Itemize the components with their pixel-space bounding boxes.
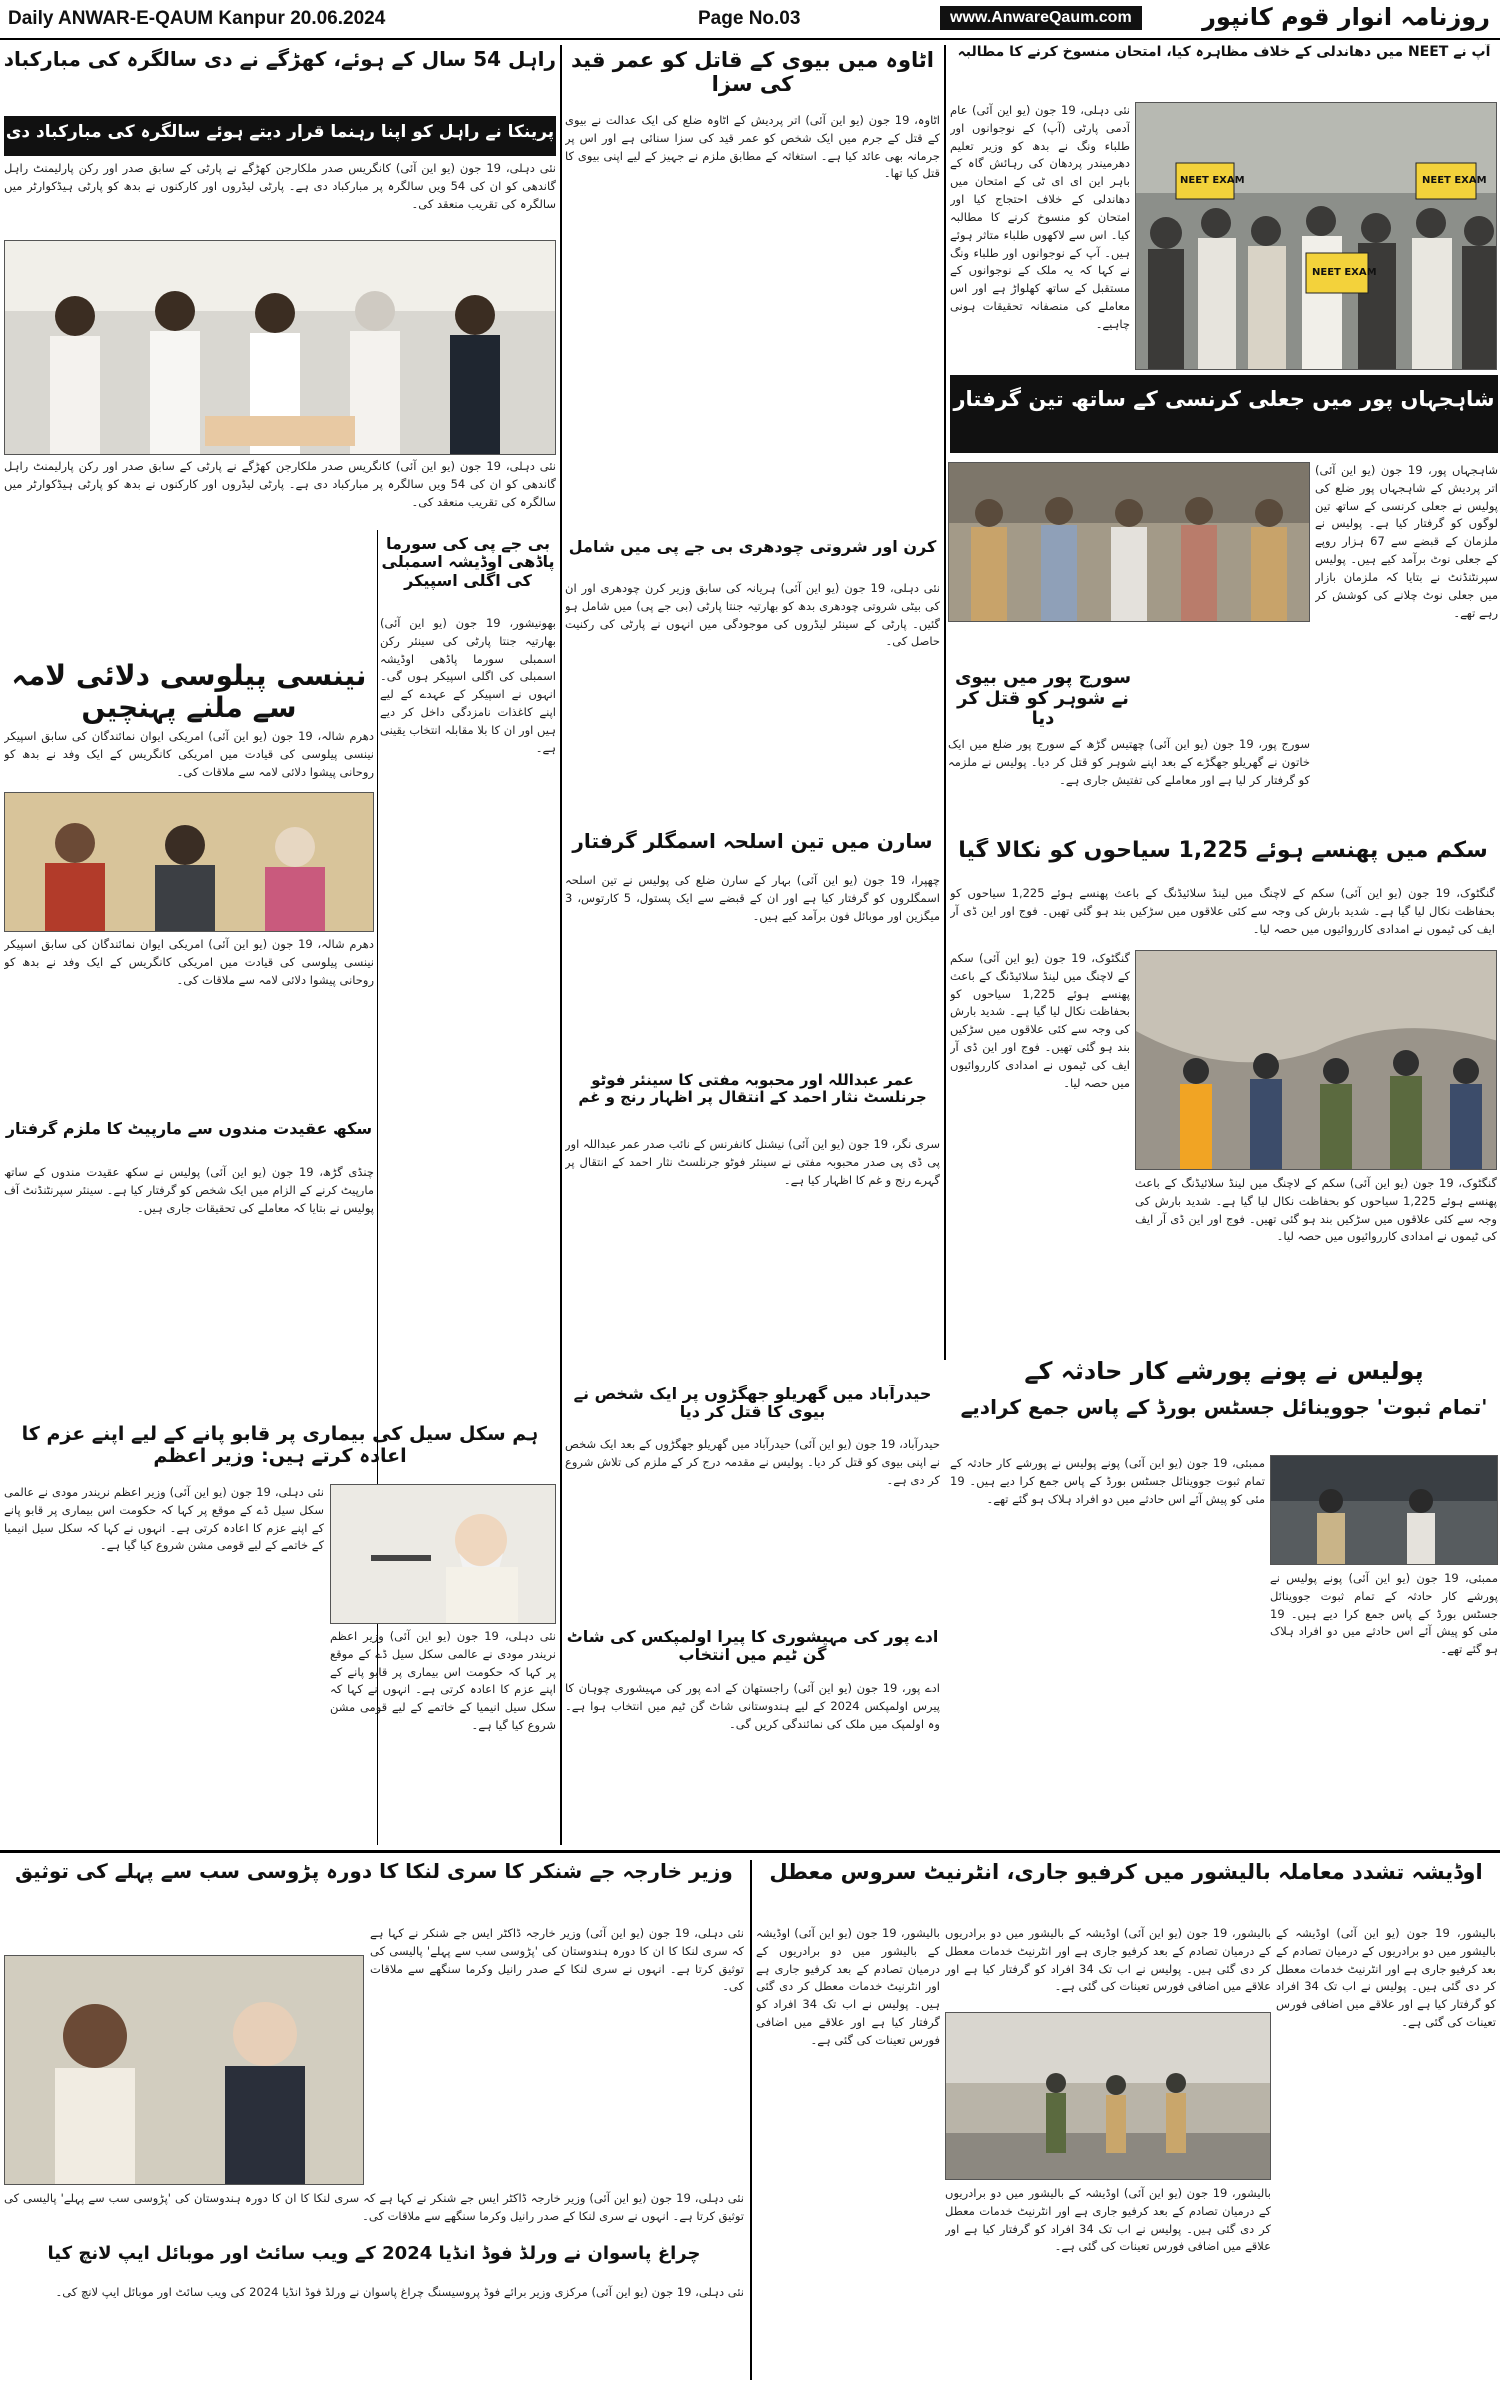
nisar-headline: عمر عبداللہ اور محبوبہ مفتی کا سینئر فوٹو جرنلسٹ نثار احمد کے انتقال پر اظہار رنج و غم: [578, 1072, 927, 1107]
hyderabad-body: حیدرآباد، 19 جون (یو این آئی) حیدرآباد میں گھریلو جھگڑوں کے بعد ایک شخص نے اپنی بیوی کو قتل کر دیا۔ پولیس نے مقدمہ درج کر کے ملزم کی تلاش شروع کر دی ہے۔: [565, 1437, 940, 1487]
modi-photo: [330, 1484, 556, 1624]
neet-headline: آپ نے NEET میں دھاندلی کے خلاف مظاہرہ کیا، امتحان منسوخ کرنے کا مطالبہ: [957, 44, 1491, 60]
pelosi-dalai-lama-photo: [4, 792, 374, 932]
masthead: [0, 0, 1500, 40]
udaipur-headline: ادے پور کی مہیشوری کا پیرا اولمپکس کی شاٹ گن ٹیم میں انتخاب: [566, 1628, 939, 1665]
sickle-body: نئی دہلی، 19 جون (یو این آئی) وزیر اعظم نریندر مودی نے عالمی سکل سیل ڈے کے موقع پر کہا کہ حکومت اس بیماری پر قابو پانے کے اپنے عزم کا اعادہ کرتی ہے۔ انہوں نے کہا کہ سکل سیل انیمیا کے خاتمے کے لیے قومی مشن شروع کیا گیا ہے۔: [4, 1485, 324, 1553]
udaipur-body: ادے پور، 19 جون (یو این آئی) راجستھان کے ادے پور کی مہیشوری چوہان کا پیرس اولمپکس 2024 کے لیے ہندوستانی شاٹ گن ٹیم میں انتخاب ہوا ہے۔ وہ اولمپک میں ملک کی نمائندگی کریں گی۔: [565, 1681, 940, 1731]
masthead-page-number: Page No.03: [698, 8, 801, 29]
balasore-body-bottom: بالیشور، 19 جون (یو این آئی) اوڈیشہ کے بالیشور میں دو برادریوں کے درمیان تصادم کے بعد کرفیو جاری ہے اور انٹرنیٹ خدمات معطل کر دی گئی ہیں۔ پولیس نے اب تک 34 افراد کو گرفتار کیا ہے اور علاقے میں اضافی فورس تعینات کی گئی ہے۔: [945, 2186, 1271, 2254]
sickle-body-bottom: نئی دہلی، 19 جون (یو این آئی) وزیر اعظم نریندر مودی نے عالمی سکل سیل ڈے کے موقع پر کہا کہ حکومت اس بیماری پر قابو پانے کے اپنے عزم کا اعادہ کرتی ہے۔ انہوں نے کہا کہ سکل سیل انیمیا کے خاتمے کے لیے قومی مشن شروع کیا گیا ہے۔: [330, 1629, 556, 1733]
pune-headline: 'تمام ثبوت' جووینائل جسٹس بورڈ کے پاس جمع کرادیے: [960, 1396, 1488, 1419]
masthead-website-link[interactable]: www.AnwareQaum.com: [940, 6, 1142, 30]
sikkim-body-bottom: گنگٹوک، 19 جون (یو این آئی) سکم کے لاچنگ میں لینڈ سلائیڈنگ کے باعث پھنسے ہوئے 1,225 سیاحوں کو بحفاظت نکال لیا گیا ہے۔ شدید بارش کی وجہ سے کئی علاقوں میں سڑکیں بند ہو گئی تھیں۔ فوج اور این ڈی آر ایف کی ٹیموں نے امدادی کارروائیوں میں حصہ لیا۔: [1135, 1176, 1497, 1244]
chirag-headline: چراغ پاسوان نے ورلڈ فوڈ انڈیا 2024 کے ویب سائٹ اور موبائل ایپ لانچ کیا: [47, 2244, 701, 2264]
nisar-body: سری نگر، 19 جون (یو این آئی) نیشنل کانفرنس کے نائب صدر عمر عبداللہ اور پی ڈی پی صدر محبوبہ مفتی نے سینئر فوٹو جرنلسٹ نثار احمد کے انتقال پر گہرے رنج و غم کا اظہار کیا ہے۔: [565, 1137, 940, 1187]
rahul-body: نئی دہلی، 19 جون (یو این آئی) کانگریس صدر ملکارجن کھڑگے نے پارٹی کے سابق صدر اور رکن پارلیمنٹ راہل گاندھی کو ان کی 54 ویں سالگرہ پر مبارکباد دی ہے۔ پارٹی لیڈروں اور کارکنوں نے بدھ کو پارٹی ہیڈکوارٹر میں سالگرہ کی تقریب منعقد کی۔: [4, 161, 556, 211]
pelosi-body-bottom: دھرم شالہ، 19 جون (یو این آئی) امریکی ایوان نمائندگان کی سابق اسپیکر نینسی پیلوسی کی قیادت میں امریکی کانگریس کے ایک وفد نے بدھ کو روحانی پیشوا دلائی لامہ سے ملاقات کی۔: [4, 937, 374, 987]
etawah-body: اٹاوہ، 19 جون (یو این آئی) اتر پردیش کے اٹاوہ ضلع کی ایک عدالت نے بیوی کے قتل کے جرم میں ایک شخص کو عمر قید کی سزا سنائی ہے اور اس پر جرمانہ بھی عائد کیا ہے۔ استغاثہ کے مطابق ملزم نے جہیز کے لیے اپنی بیوی کا قتل کیا تھا۔: [565, 113, 940, 181]
sikh-body: چنڈی گڑھ، 19 جون (یو این آئی) پولیس نے سکھ عقیدت مندوں کے ساتھ مارپیٹ کرنے کے الزام میں ایک شخص کو گرفتار کیا ہے۔ سینئر سپرنٹنڈنٹ آف پولیس نے بتایا کہ معاملے کی تحقیقات جاری ہیں۔: [4, 1165, 374, 1215]
protest-sign: NEET EXAM: [1422, 175, 1487, 186]
odisha-speaker-body: بھونیشور، 19 جون (یو این آئی) بھارتیہ جنتا پارٹی کی سینئر رکن اسمبلی سورما پاڈھی اوڈیشہ اسمبلی کی اگلی اسپیکر ہوں گی۔ انہوں نے اسپیکر کے عہدے کے لیے اپنے کاغذات نامزدگی داخل کر دیے ہیں اور ان کا بلا مقابلہ انتخاب یقینی ہے۔: [380, 616, 556, 755]
balasore-headline: اوڈیشہ تشدد معاملہ بالیشور میں کرفیو جاری، انٹرنیٹ سروس معطل: [769, 1860, 1483, 1884]
pune-kicker: پولیس نے پونے پورشے کار حادثہ کے: [1024, 1358, 1424, 1385]
etawah-headline: اٹاوہ میں بیوی کے قاتل کو عمر قید کی سزا: [571, 48, 934, 97]
hyderabad-headline: حیدرآباد میں گھریلو جھگڑوں پر ایک شخص نے بیوی کا قتل کر دیا: [573, 1385, 932, 1422]
column-rule: [560, 45, 562, 1845]
rahul-headline: راہل 54 سال کے ہوئے، کھڑگے نے دی سالگرہ کی مبارکباد: [4, 48, 556, 71]
neet-protest-photo: [1135, 102, 1497, 370]
karan-body: نئی دہلی، 19 جون (یو این آئی) ہریانہ کی سابق وزیر کرن چودھری اور ان کی بیٹی شروتی چودھری بدھ کو بھارتیہ جنتا پارٹی (بی جے پی) میں شامل ہو گئیں۔ پارٹی کے سینئر لیڈروں کی موجودگی میں انہوں نے پارٹی کی رکنیت حاصل کی۔: [565, 581, 940, 649]
balasore-body-left: بالیشور، 19 جون (یو این آئی) اوڈیشہ کے بالیشور میں دو برادریوں کے درمیان تصادم کے بعد کرفیو جاری ہے اور انٹرنیٹ خدمات معطل کر دی گئی ہیں۔ پولیس نے اب تک 34 افراد کو گرفتار کیا ہے اور علاقے میں اضافی فورس تعینات کی گئی ہے۔: [756, 1926, 940, 2047]
saran-headline: سارن میں تین اسلحہ اسمگلر گرفتار: [572, 830, 933, 853]
saran-body: چھپرا، 19 جون (یو این آئی) بہار کے سارن ضلع کی پولیس نے تین اسلحہ اسمگلروں کو گرفتار کیا ہے اور ان کے قبضے سے ایک پستول، 5 کارتوس، 3 میگزین اور موبائل فون برآمد کیے ہیں۔: [565, 873, 940, 923]
counterfeit-arrest-photo: [948, 462, 1310, 622]
pune-body-bottom: ممبئی، 19 جون (یو این آئی) پونے پولیس نے پورشے کار حادثہ کے تمام ثبوت جووینائل جسٹس بورڈ کے پاس جمع کرا دیے ہیں۔ 19 مئی کو پیش آئے اس حادثے میں دو افراد ہلاک ہو گئے تھے۔: [1270, 1571, 1498, 1657]
pune-police-photo: [1270, 1455, 1498, 1565]
masthead-date: Daily ANWAR-E-QAUM Kanpur 20.06.2024: [8, 8, 386, 29]
rahul-body-bottom: نئی دہلی، 19 جون (یو این آئی) کانگریس صدر ملکارجن کھڑگے نے پارٹی کے سابق صدر اور رکن پارلیمنٹ راہل گاندھی کو ان کی 54 ویں سالگرہ پر مبارکباد دی ہے۔ پارٹی لیڈروں اور کارکنوں نے بدھ کو پارٹی ہیڈکوارٹر میں سالگرہ کی تقریب منعقد کی۔: [4, 459, 556, 509]
sickle-headline: ہم سکل سیل کی بیماری پر قابو پانے کے لیے اپنے عزم کا اعادہ کرتے ہیں: وزیر اعظم: [21, 1424, 539, 1467]
rahul-subhead: پرینکا نے راہل کو اپنا رہنما قرار دیتے ہوئے سالگرہ کی مبارکباد دی: [4, 116, 556, 156]
pune-body: ممبئی، 19 جون (یو این آئی) پونے پولیس نے پورشے کار حادثہ کے تمام ثبوت جووینائل جسٹس بورڈ کے پاس جمع کرا دیے ہیں۔ 19 مئی کو پیش آئے اس حادثے میں دو افراد ہلاک ہو گئے تھے۔: [950, 1456, 1265, 1506]
protest-sign: NEET EXAM: [1312, 267, 1377, 278]
rahul-birthday-photo: [4, 240, 556, 455]
surajpur-body: سورج پور، 19 جون (یو این آئی) چھتیس گڑھ کے سورج پور ضلع میں ایک خاتون نے گھریلو جھگڑے کے بعد اپنے شوہر کو قتل کر دیا۔ پولیس نے ملزمہ کو گرفتار کر لیا ہے اور معاملے کی تفتیش جاری ہے۔: [948, 737, 1310, 787]
pelosi-body: دھرم شالہ، 19 جون (یو این آئی) امریکی ایوان نمائندگان کی سابق اسپیکر نینسی پیلوسی کی قیادت میں امریکی کانگریس کے ایک وفد نے بدھ کو روحانی پیشوا دلائی لامہ سے ملاقات کی۔: [4, 729, 374, 779]
jaishankar-body-bottom: نئی دہلی، 19 جون (یو این آئی) وزیر خارجہ ڈاکٹر ایس جے شنکر نے کہا ہے کہ سری لنکا کا ان کا دورہ ہندوستان کی 'پڑوسی سب سے پہلے' پالیسی کی توثیق کرتا ہے۔ انہوں نے سری لنکا کے صدر رانیل وکرما سنگھے سے ملاقات کی۔: [4, 2191, 744, 2223]
chirag-body: نئی دہلی، 19 جون (یو این آئی) مرکزی وزیر برائے فوڈ پروسیسنگ چراغ پاسوان نے ورلڈ فوڈ انڈیا 2024 کی ویب سائٹ اور موبائل ایپ لانچ کی۔: [55, 2285, 744, 2299]
jaishankar-headline: وزیر خارجہ جے شنکر کا سری لنکا کا دورہ پڑوسی سب سے پہلے کی توثیق: [15, 1860, 733, 1883]
pelosi-headline: نینسی پیلوسی دلائی لامہ سے ملنے پہنچیں: [11, 660, 367, 724]
column-rule: [944, 45, 946, 1360]
counterfeit-body: شاہجہاں پور، 19 جون (یو این آئی) اتر پردیش کے شاہجہاں پور ضلع کی پولیس نے جعلی کرنسی کے ساتھ تین لوگوں کو گرفتار کیا ہے۔ پولیس نے ملزمان کے قبضے سے 67 ہزار روپے کے جعلی نوٹ برآمد کیے ہیں۔ پولیس سپرنٹنڈنٹ نے بتایا کہ ملزمان بازار میں جعلی نوٹ چلانے کی کوشش کر رہے تھے۔: [1315, 463, 1498, 620]
neet-body: نئی دہلی، 19 جون (یو این آئی) عام آدمی پارٹی (آپ) کے نوجوانوں اور طلباء ونگ نے بدھ کو وزیر تعلیم دھرمیندر پردھان کی رہائش گاہ کے باہر این ای ای ٹی کے امتحان میں دھاندلی کے خلاف احتجاج کیا اور امتحان کو منسوخ کرنے کا مطالبہ کیا۔ اس سے لاکھوں طلباء متاثر ہوئے ہیں۔ آپ کے نوجوانوں اور طلباء ونگ نے کہا کہ یہ ملک کے نوجوانوں کے مستقبل کے ساتھ کھلواڑ ہے اور اس معاملے کی منصفانہ تحقیقات ہونی چاہیے۔: [950, 103, 1130, 331]
surajpur-headline: سورج پور میں بیوی نے شوہر کو قتل کر دیا: [954, 668, 1132, 730]
sikkim-headline: سکم میں پھنسے ہوئے 1,225 سیاحوں کو نکالا گیا: [958, 838, 1488, 863]
masthead-title: روزنامہ انوار قوم کانپور: [1202, 3, 1490, 31]
section-rule: [0, 1850, 1500, 1853]
karan-headline: کرن اور شروتی چودھری بی جے پی میں شامل: [568, 538, 937, 556]
protest-sign: NEET EXAM: [1180, 175, 1245, 186]
jaishankar-body: نئی دہلی، 19 جون (یو این آئی) وزیر خارجہ ڈاکٹر ایس جے شنکر نے کہا ہے کہ سری لنکا کا ان کا دورہ ہندوستان کی 'پڑوسی سب سے پہلے' پالیسی کی توثیق کرتا ہے۔ انہوں نے سری لنکا کے صدر رانیل وکرما سنگھے سے ملاقات کی۔: [370, 1926, 744, 1994]
sikkim-body-side: گنگٹوک، 19 جون (یو این آئی) سکم کے لاچنگ میں لینڈ سلائیڈنگ کے باعث پھنسے ہوئے 1,225 سیاحوں کو بحفاظت نکال لیا گیا ہے۔ شدید بارش کی وجہ سے کئی علاقوں میں سڑکیں بند ہو گئی تھیں۔ فوج اور این ڈی آر ایف کی ٹیموں نے امدادی کارروائیوں میں حصہ لیا۔: [950, 951, 1130, 1090]
sikkim-body: گنگٹوک، 19 جون (یو این آئی) سکم کے لاچنگ میں لینڈ سلائیڈنگ کے باعث پھنسے ہوئے 1,225 سیاحوں کو بحفاظت نکال لیا گیا ہے۔ شدید بارش کی وجہ سے کئی علاقوں میں سڑکیں بند ہو گئی تھیں۔ فوج اور این ڈی آر ایف کی ٹیموں نے امدادی کارروائیوں میں حصہ لیا۔: [950, 886, 1495, 936]
balasore-body: بالیشور، 19 جون (یو این آئی) اوڈیشہ کے بالیشور میں دو برادریوں کے درمیان تصادم کے بعد کرفیو جاری ہے اور انٹرنیٹ خدمات معطل کر دی گئی ہیں۔ پولیس نے اب تک 34 افراد کو گرفتار کیا ہے اور علاقے میں اضافی فورس تعینات کی گئی ہے۔: [1276, 1926, 1496, 2030]
column-rule: [750, 1860, 752, 2380]
counterfeit-headline: شاہجہاں پور میں جعلی کرنسی کے ساتھ تین گرفتار: [950, 375, 1498, 453]
sikh-headline: سکھ عقیدت مندوں سے مارپیٹ کا ملزم گرفتار: [5, 1120, 373, 1138]
sikkim-rescue-photo: [1135, 950, 1497, 1170]
odisha-speaker-headline: بی جے پی کی سورما پاڈھی اوڈیشہ اسمبلی کی اگلی اسپیکر: [381, 535, 555, 590]
balasore-curfew-photo: [945, 2012, 1271, 2180]
balasore-body-top: بالیشور، 19 جون (یو این آئی) اوڈیشہ کے بالیشور میں دو برادریوں کے درمیان تصادم کے بعد کرفیو جاری ہے اور انٹرنیٹ خدمات معطل کر دی گئی ہیں۔ پولیس نے اب تک 34 افراد کو گرفتار کیا ہے اور علاقے میں اضافی فورس تعینات کی گئی ہے۔: [945, 1926, 1271, 1994]
jaishankar-photo: [4, 1955, 364, 2185]
